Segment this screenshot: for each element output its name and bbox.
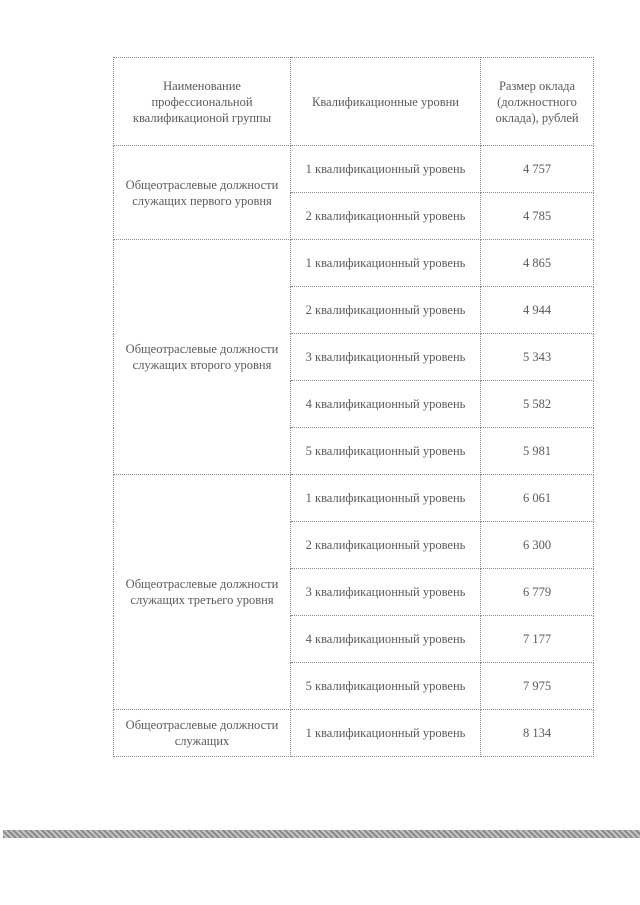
table-row — [114, 710, 594, 757]
salary-value: 7 177 — [481, 616, 594, 663]
qualification-level: 4 квалификационный уровень — [291, 381, 481, 428]
qualification-level: 5 квалификационный уровень — [291, 428, 481, 475]
header-level: Квалификационные уровни — [291, 58, 481, 146]
qualification-level: 2 квалификационный уровень — [291, 522, 481, 569]
salary-value: 4 944 — [481, 287, 594, 334]
qualification-level: 3 квалификационный уровень — [291, 334, 481, 381]
salary-value: 7 975 — [481, 663, 594, 710]
salary-value: 5 981 — [481, 428, 594, 475]
group-name: Общеотраслевые должности служащих второго уровня — [114, 240, 291, 475]
table-row — [114, 240, 594, 287]
group-name: Общеотраслевые должности служащих первого уровня — [114, 146, 291, 240]
scan-artifact-bar — [3, 830, 640, 838]
group-name: Общеотраслевые должности служащих третьего уровня — [114, 475, 291, 710]
salary-value: 6 300 — [481, 522, 594, 569]
salary-value: 6 779 — [481, 569, 594, 616]
qualification-level: 1 квалификационный уровень — [291, 146, 481, 193]
salary-value: 4 865 — [481, 240, 594, 287]
qualification-level: 3 квалификационный уровень — [291, 569, 481, 616]
qualification-level: 1 квалификационный уровень — [291, 710, 481, 757]
header-salary: Размер оклада (должностного оклада), рублей — [481, 58, 594, 146]
group-name: Общеотраслевые должности служащих — [114, 710, 291, 757]
salary-value: 4 757 — [481, 146, 594, 193]
header-group: Наименование профессиональной квалификационой группы — [114, 58, 291, 146]
table-row — [114, 146, 594, 193]
salary-value: 5 582 — [481, 381, 594, 428]
salary-value: 4 785 — [481, 193, 594, 240]
table-row — [114, 475, 594, 522]
qualification-level: 2 квалификационный уровень — [291, 287, 481, 334]
qualification-level: 5 квалификационный уровень — [291, 663, 481, 710]
salary-value: 5 343 — [481, 334, 594, 381]
qualification-level: 2 квалификационный уровень — [291, 193, 481, 240]
salary-table — [113, 57, 594, 757]
salary-value: 6 061 — [481, 475, 594, 522]
header-row — [114, 58, 594, 146]
qualification-level: 1 квалификационный уровень — [291, 475, 481, 522]
salary-value: 8 134 — [481, 710, 594, 757]
qualification-level: 1 квалификационный уровень — [291, 240, 481, 287]
qualification-level: 4 квалификационный уровень — [291, 616, 481, 663]
